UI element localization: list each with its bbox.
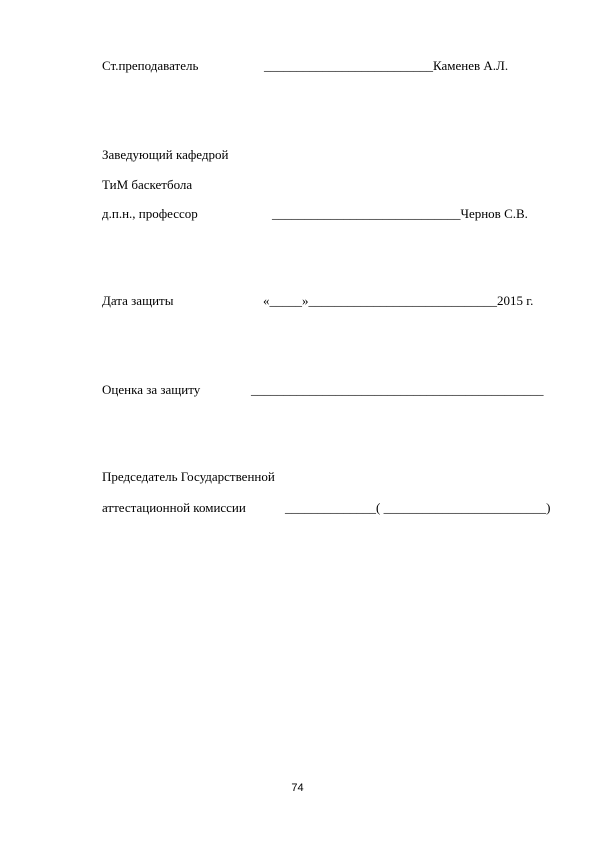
defense-date-label: Дата защиты [102,293,174,308]
defense-grade-value: _____________________________________________ [251,382,544,397]
commission-name: аттестационной комиссии [102,500,246,515]
commission-chair-signature: ______________( _________________________) [285,500,551,515]
head-signature: _____________________________Чернов С.В. [272,206,528,221]
senior-lecturer-signature: __________________________Каменев А.Л. [264,58,509,73]
department-name: ТиМ баскетбола [102,177,193,192]
head-degree: д.п.н., профессор [102,206,198,221]
defense-grade-label: Оценка за защиту [102,382,201,397]
defense-date-value: «_____»_____________________________2015 г. [263,293,534,308]
senior-lecturer-title: Ст.преподаватель [102,58,199,73]
head-of-department-title: Заведующий кафедрой [102,147,229,162]
commission-chair-title: Председатель Государственной [102,469,275,484]
page-number: 74 [291,782,304,794]
